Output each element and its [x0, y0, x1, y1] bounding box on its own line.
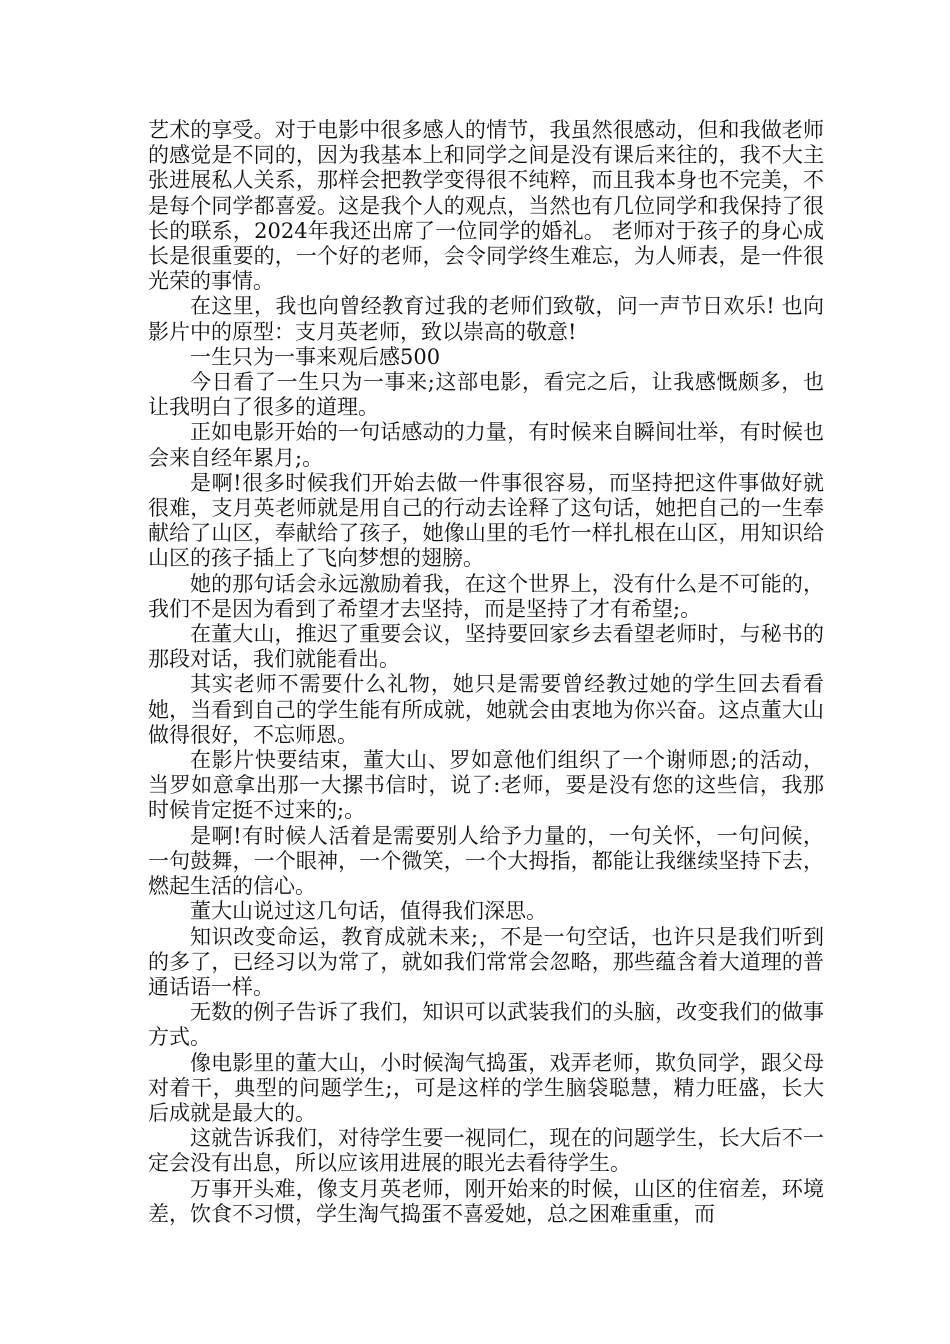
- paragraph: 她的那句话会永远激励着我，在这个世界上，没有什么是不可能的，我们不是因为看到了希望才去坚持，而是坚持了才有希望;。: [148, 571, 824, 621]
- paragraph: 其实老师不需要什么礼物，她只是需要曾经教过她的学生回去看看她，当看到自己的学生能有所成就，她就会由衷地为你兴奋。这点董大山做得很好，不忘师恩。: [148, 672, 824, 747]
- paragraph: 在这里，我也向曾经教育过我的老师们致敬，问一声节日欢乐! 也向影片中的原型：支月英老师，致以崇高的敬意!: [148, 294, 824, 344]
- paragraph: 是啊!很多时候我们开始去做一件事很容易，而坚持把这件事做好就很难，支月英老师就是用自己的行动去诠释了这句话，她把自己的一生奉献给了山区，奉献给了孩子，她像山里的毛竹一样扎根在山区，用知识给山区的孩子插上了飞向梦想的翅膀。: [148, 470, 824, 571]
- paragraph: 董大山说过这几句话，值得我们深思。: [190, 899, 547, 924]
- paragraph-continuation: 艺术的享受。对于电影中很多感人的情节，我虽然很感动，但和我做老师的感觉是不同的，因为我基本上和同学之间是没有课后来往的，我不大主张进展私人关系，那样会把教学变得很不纯粹，而且我本身也不完美，不是每个同学都喜爱。这是我个人的观点，当然也有几位同学和我保持了很长的联系，2024年我还出席了一位同学的婚礼。 老师对于孩子的身心成长是很重要的，一个好的老师，会令同学终生难忘，为人师表，是一件很光荣的事情。: [148, 118, 824, 294]
- paragraph: 知识改变命运，教育成就未来;，不是一句空话，也许只是我们听到的多了，已经习以为常了，就如我们常常会忽略，那些蕴含着大道理的普通话语一样。: [148, 924, 824, 999]
- paragraph: 万事开头难，像支月英老师，刚开始来的时候，山区的住宿差，环境差，饮食不习惯，学生淘气捣蛋不喜爱她，总之困难重重，而: [148, 1176, 824, 1226]
- document-page: [148, 118, 824, 1227]
- paragraph: 无数的例子告诉了我们，知识可以武装我们的头脑，改变我们的做事方式。: [148, 1000, 824, 1050]
- paragraph: 在影片快要结束，董大山、罗如意他们组织了一个谢师恩;的活动，当罗如意拿出那一大摞书信时，说了:老师，要是没有您的这些信，我那时候肯定挺不过来的;。: [148, 748, 824, 823]
- paragraph: 是啊!有时候人活着是需要别人给予力量的，一句关怀，一句问候，一句鼓舞，一个眼神，一个微笑，一个大拇指，都能让我继续坚持下去，燃起生活的信心。: [148, 823, 824, 899]
- section-title: 一生只为一事来观后感500: [190, 344, 441, 369]
- paragraph: 这就告诉我们，对待学生要一视同仁，现在的问题学生，长大后不一定会没有出息，所以应该用进展的眼光去看待学生。: [148, 1126, 824, 1176]
- paragraph: 今日看了一生只为一事来;这部电影，看完之后，让我感慨颇多，也让我明白了很多的道理。: [148, 370, 824, 420]
- paragraph: 在董大山，推迟了重要会议，坚持要回家乡去看望老师时，与秘书的那段对话，我们就能看出。: [148, 622, 824, 672]
- paragraph: 像电影里的董大山，小时候淘气捣蛋，戏弄老师，欺负同学，跟父母对着干，典型的问题学生;，可是这样的学生脑袋聪慧，精力旺盛，长大后成就是最大的。: [148, 1050, 824, 1125]
- paragraph: 正如电影开始的一句话感动的力量，有时候来自瞬间壮举，有时候也会来自经年累月;。: [148, 420, 824, 470]
